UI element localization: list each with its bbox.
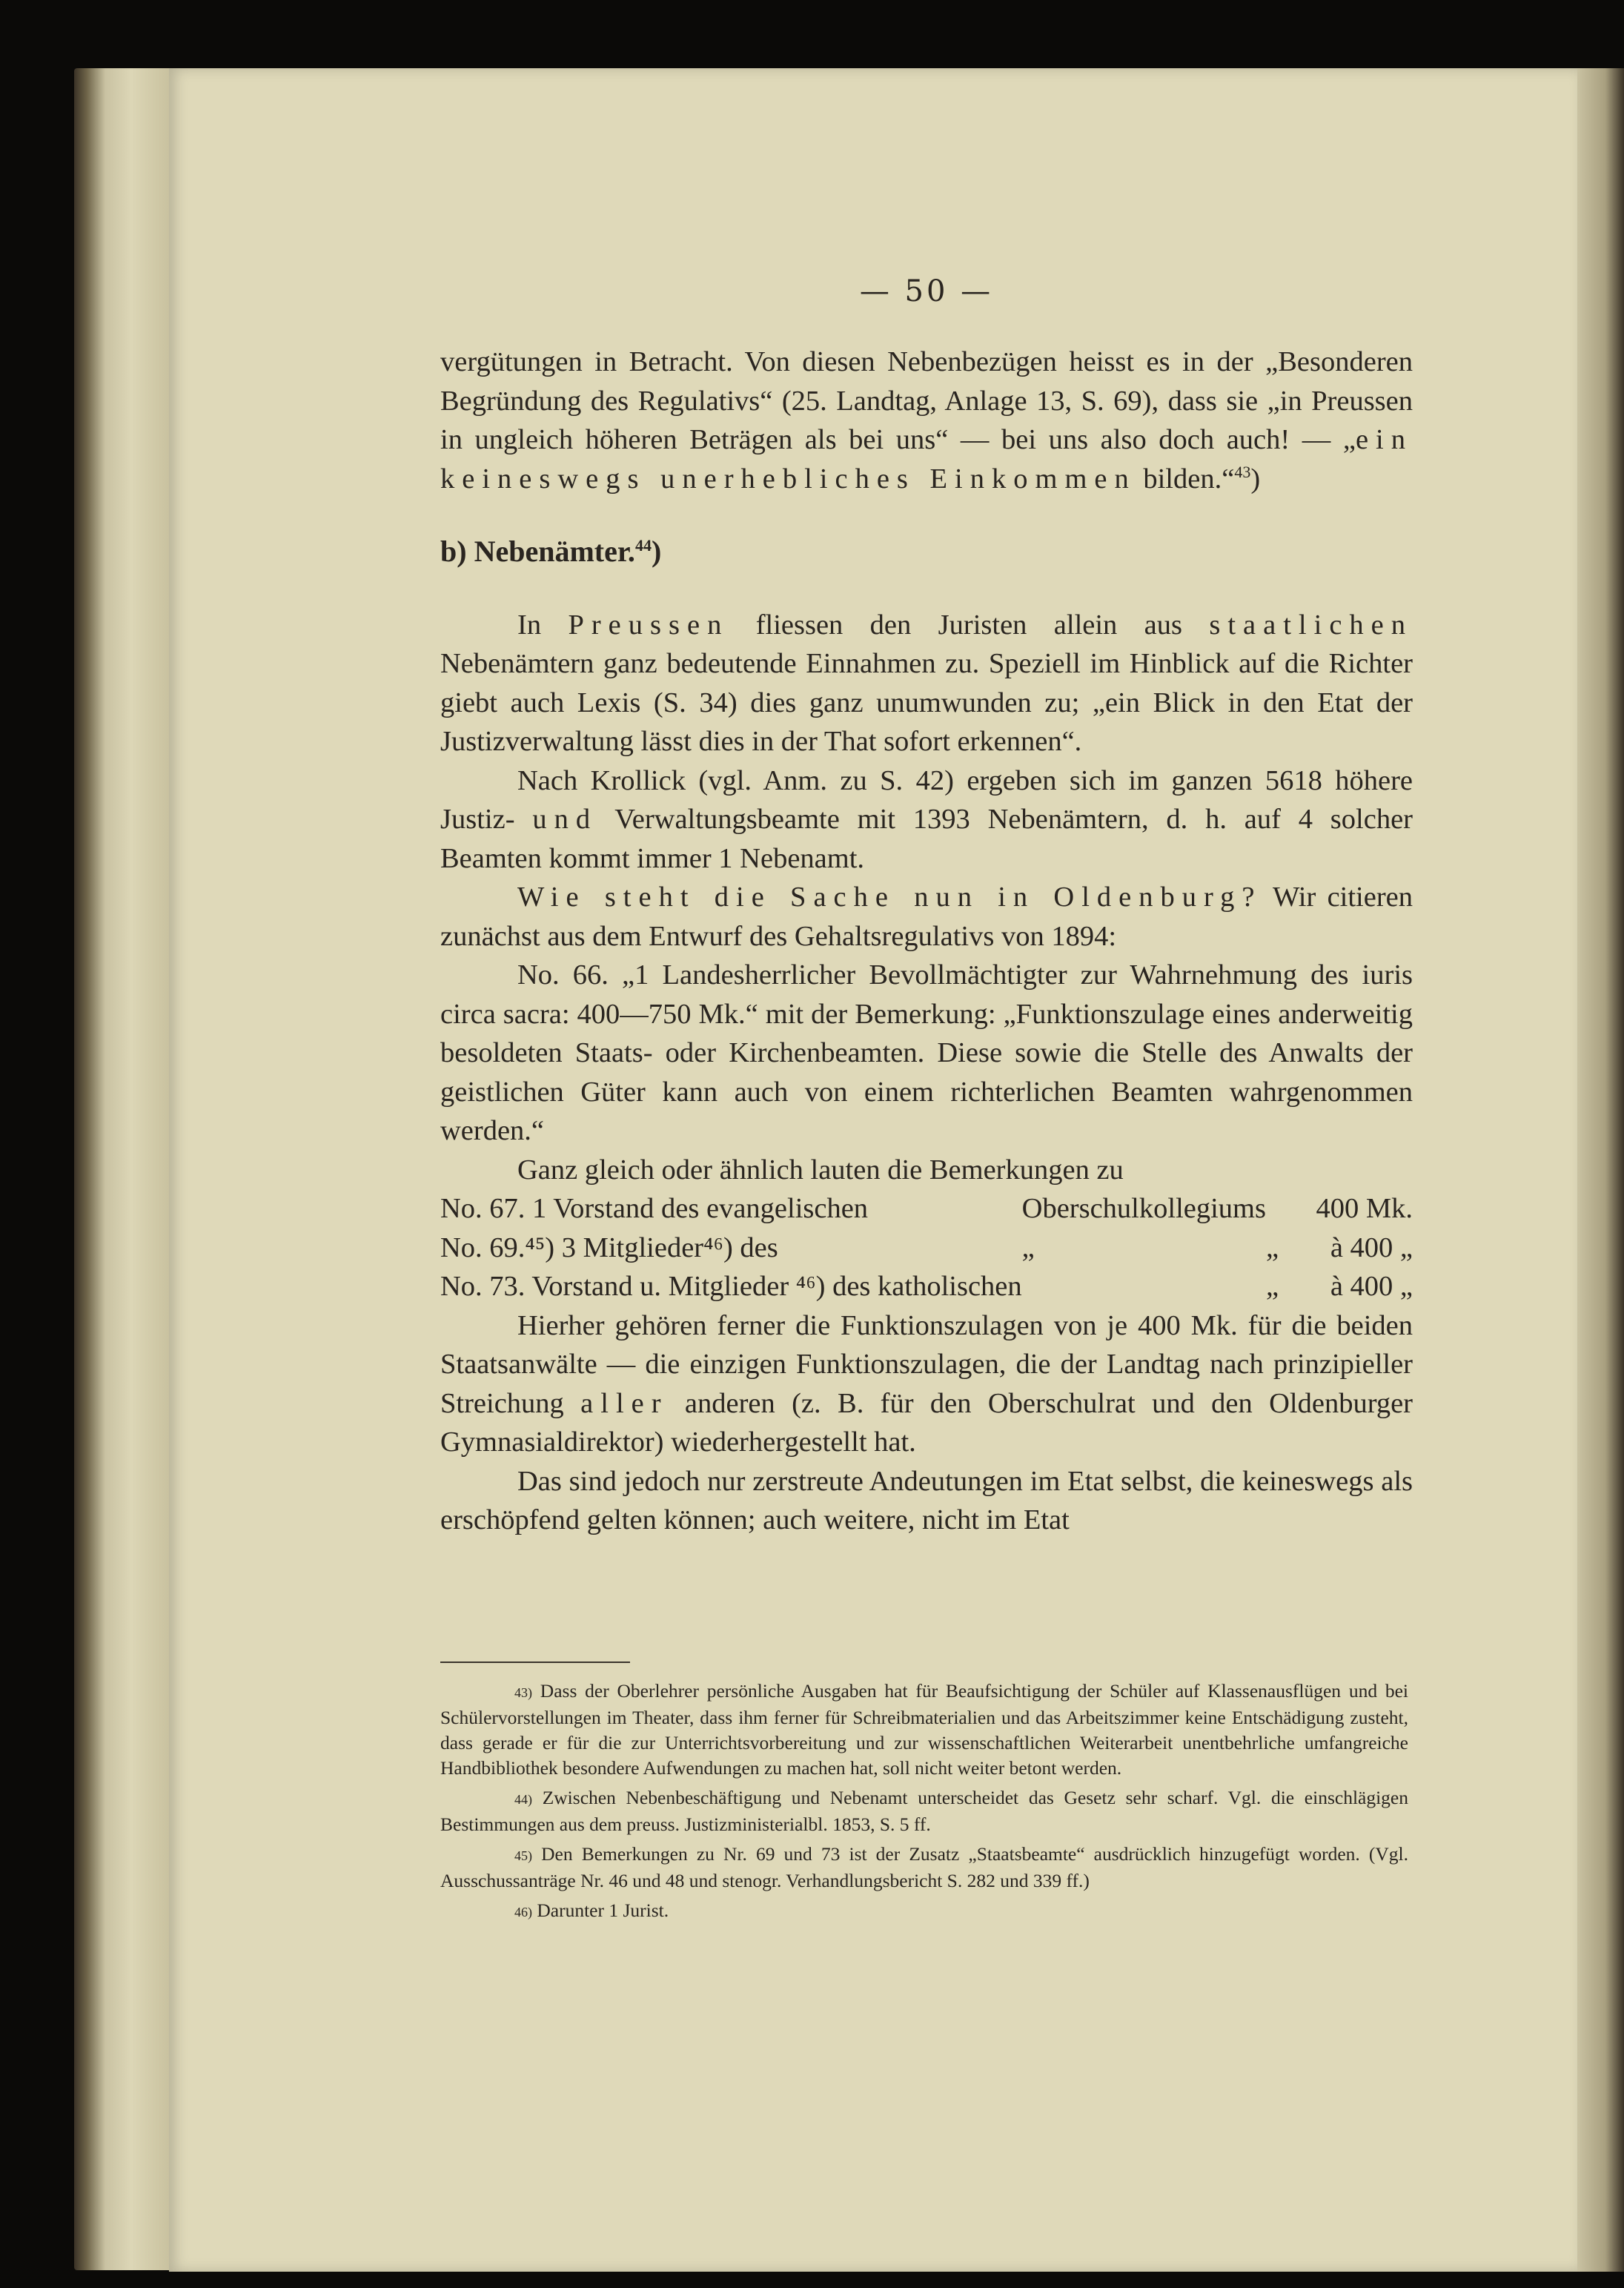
footnote-46: 46) Darunter 1 Jurist. xyxy=(514,1899,669,1921)
main-text xyxy=(440,343,1413,1540)
book-page-edges xyxy=(74,68,178,2270)
table-row: No. 69.⁴⁵) 3 Mitglieder⁴⁶) des „ „ à 400 „ xyxy=(440,1231,1413,1263)
footnote-divider xyxy=(440,1662,630,1663)
paragraph-1: vergütungen in Betracht. Von diesen Nebenbezügen heisst es in der „Besonderen Begründung des Regulativs“ (25. Landtag, Anlage 13, S. 69), dass sie „in Preussen in ungleich höheren Beträgen als bei uns“ — bei uns also doch auch! — „ein keineswegs unerhebliches Einkommen bilden.“$^{43}$) xyxy=(440,346,1413,495)
footnote-ref-44: 44 xyxy=(634,536,652,555)
paragraph-6: Ganz gleich oder ähnlich lauten die Bemerkungen zu xyxy=(517,1154,1124,1186)
footnote-43: 43) Dass der Oberlehrer persönliche Ausgaben hat für Beaufsichtigung der Schüler auf Klassenausflügen und bei Schülervorstellungen im Theater, dass ihm ferner für Schreibmaterialien und das Arbeitszimmer keine Entschädigung zusteht, dass gerade er für die zur Unterrichtsvorbereitung und zur wissenschaftlichen Weiterarbeit unentbehrliche umfangreiche Handbibliothek besondere Aufwendungen zu machen hat, soll nicht weiter betont werden. xyxy=(440,1680,1409,1779)
table-row: No. 67. 1 Vorstand des evangelischen Oberschulkollegiums 400 Mk. xyxy=(440,1193,1413,1224)
paragraph-8: Das sind jedoch nur zerstreute Andeutungen im Etat selbst, die keineswegs als erschöpfend gelten können; auch weitere, nicht im Etat xyxy=(440,1465,1413,1535)
page-number: — 50 — xyxy=(859,274,994,308)
paragraph-3: Nach Krollick (vgl. Anm. zu S. 42) ergeben sich im ganzen 5618 höhere Justiz- und Verwaltungsbeamte mit 1393 Nebenämtern, d. h. auf 4 solcher Beamten kommt immer 1 Nebenamt. xyxy=(440,764,1413,874)
paragraph-7: Hierher gehören ferner die Funktionszulagen von je 400 Mk. für die beiden Staatsanwälte — die einzigen Funktionszulagen, die der Landtag nach prinzipieller Streichung aller anderen (z. B. für den Oberschulrat und den Oldenburger Gymnasialdirektor) wiederhergestellt hat. xyxy=(440,1309,1413,1458)
budget-table xyxy=(440,1189,1413,1306)
footnote-45: 45) Den Bemerkungen zu Nr. 69 und 73 ist der Zusatz „Staatsbeamte“ ausdrücklich hinzugefügt worden. (Vgl. Ausschussanträge Nr. 46 und 48 und stenogr. Verhandlungsbericht S. 282 und 339 ff.) xyxy=(440,1843,1409,1891)
facing-page-edge xyxy=(1577,68,1624,2272)
paragraph-4: Wie steht die Sache nun in Oldenburg? Wir citieren zunächst aus dem Entwurf des Gehaltsregulativs von 1894: xyxy=(440,882,1413,952)
footnote-44: 44) Zwischen Nebenbeschäftigung und Nebenamt unterscheidet das Gesetz sehr scharf. Vgl. die einschlägigen Bestimmungen aus dem preuss. Justizministerialbl. 1853, S. 5 ff. xyxy=(440,1787,1408,1835)
footnote-ref-43: 43 xyxy=(1234,462,1251,481)
paragraph-5: No. 66. „1 Landesherrlicher Bevollmächtigter zur Wahrnehmung des iuris circa sacra: 400—750 Mk.“ mit der Bemerkung: „Funktionszulage eines anderweitig besoldeten Staats- oder Kirchenbeamten. Diese sowie die Stelle des Anwalts der geistlichen Güter kann auch von einem richterlichen Beamten wahrgenommen werden.“ xyxy=(440,959,1413,1146)
paragraph-2: In Preussen fliessen den Juristen allein aus staatlichen Nebenämtern ganz bedeutende Einnahmen zu. Speziell im Hinblick auf die Richter giebt auch Lexis (S. 34) dies ganz unumwunden zu; „ein Blick in den Etat der Justizverwaltung lässt dies in der That sofort erkennen“. xyxy=(440,609,1413,757)
table-row: No. 73. Vorstand u. Mitglieder ⁴⁶) des katholischen „ à 400 „ xyxy=(440,1271,1413,1302)
section-heading: b) Nebenämter.$^{44}$) xyxy=(440,535,662,568)
footnotes xyxy=(440,1679,1408,1929)
